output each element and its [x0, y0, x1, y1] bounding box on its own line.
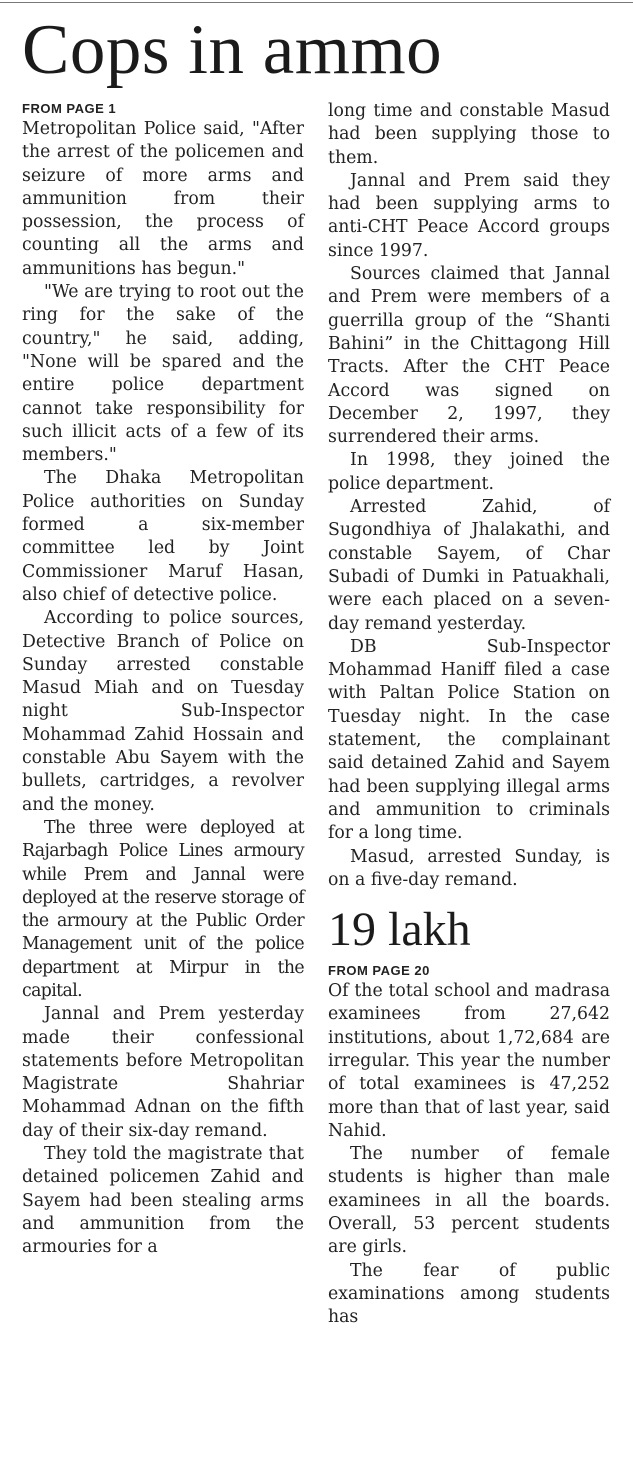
paragraph: Metropolitan Police said, "After the arrest of the policemen and seizure of more arms and ammunition from their possession, the process of counting all the arms and ammunitions has begun."	[22, 119, 304, 279]
headline: Cops in ammo	[22, 11, 443, 89]
paragraph: The fear of public examinations among students has	[328, 1260, 610, 1328]
column-left	[22, 100, 304, 1260]
paragraph: According to police sources, Detective Branch of Police on Sunday arrested constable Masud Miah and on Tuesday night Sub-Inspector Mohammad Zahid Hossain and constable Abu Sayem with the bullets, cartridges, a revolver and the money.	[22, 608, 304, 815]
paragraph: Of the total school and madrasa examinees from 27,642 institutions, about 1,72,684 are irregular. This year the number of total examinees is 47,252 more than that of last year, said Nahid.	[328, 981, 610, 1141]
continued-from-label: FROM PAGE 1	[22, 101, 117, 116]
paragraph: long time and constable Masud had been supplying those to them.	[328, 101, 610, 168]
continued-from-label: FROM PAGE 20	[328, 963, 430, 979]
paragraph: Jannal and Prem yesterday made their confessional statements before Metropolitan Magistrate Shahriar Mohammad Adnan on the fifth day of their six-day remand.	[22, 1004, 304, 1141]
paragraph: They told the magistrate that detained policemen Zahid and Sayem had been stealing arms and ammunition from the armouries for a	[22, 1144, 304, 1258]
paragraph: The three were deployed at Rajarbagh Police Lines armoury while Prem and Jannal were deployed at the reserve storage of the armoury at the Public Order Management unit of the police department at Mirpur in the capital.	[22, 817, 304, 1001]
paragraph: "We are trying to root out the ring for the sake of the country," he said, adding, "None will be spared and the entire police department cannot take responsibility for such illicit acts of a few of its members."	[22, 282, 304, 466]
paragraph: Jannal and Prem said they had been supplying arms to anti-CHT Peace Accord groups since 1997.	[328, 170, 610, 261]
paragraph: The number of female students is higher than male examinees in all the boards. Overall, 53 percent students are girls.	[328, 1144, 610, 1258]
subheadline: 19 lakh	[328, 903, 471, 957]
paragraph: Sources claimed that Jannal and Prem were members of a guerrilla group of the “Shanti Bahini” in the Chittagong Hill Tracts. After the CHT Peace Accord was signed on December 2, 1997, they surrendered their arms.	[328, 264, 610, 448]
paragraph: The Dhaka Metropolitan Police authorities on Sunday formed a six-member committee led by Joint Commissioner Maruf Hasan, also chief of detective police.	[22, 468, 304, 605]
column-right	[328, 100, 610, 1330]
top-rule	[0, 2, 633, 3]
paragraph: In 1998, they joined the police department.	[328, 450, 610, 494]
paragraph: Masud, arrested Sunday, is on a five-day remand.	[328, 846, 610, 890]
paragraph: DB Sub-Inspector Mohammad Haniff filed a case with Paltan Police Station on Tuesday night. In the case statement, the complainant said detained Zahid and Sayem had been supplying illegal arms and ammunition to criminals for a long time.	[328, 636, 610, 844]
paragraph: Arrested Zahid, of Sugondhiya of Jhalakathi, and constable Sayem, of Char Subadi of Dumki in Patuakhali, were each placed on a seven-day remand yesterday.	[328, 497, 610, 634]
